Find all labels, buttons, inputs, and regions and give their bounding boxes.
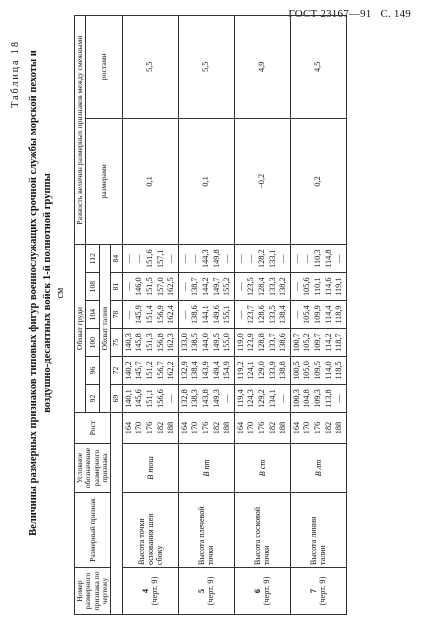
cell: 132,8 138,3 143,8 149,3 — bbox=[178, 385, 234, 413]
diff-h: 4,5 bbox=[290, 16, 346, 119]
header-spacer bbox=[111, 413, 122, 615]
cell: 119,2 124,1 129,0 133,9 138,8 bbox=[234, 357, 290, 385]
col-header-num: Номер размерного признака по чертежу bbox=[75, 568, 111, 615]
row-symbol: B ст bbox=[234, 444, 290, 493]
chest-value: 96 bbox=[86, 357, 100, 385]
page-number: С. 149 bbox=[380, 8, 411, 20]
cell: — — 110,3 114,8 — bbox=[290, 245, 346, 273]
row-name: Высота сосковой точки bbox=[234, 493, 290, 568]
cell: — 138,6 144,1 149,6 155,1 bbox=[178, 301, 234, 329]
col-header-diff: Разность величин размерных признаков между смежными bbox=[75, 16, 86, 245]
row-symbol: B лт bbox=[290, 444, 346, 493]
cell: 100,3 104,8 109,3 113,8 — bbox=[290, 385, 346, 413]
row-rost: 164 170 176 182 188 bbox=[122, 413, 178, 444]
table-row bbox=[122, 16, 178, 615]
cell: 140,1 145,6 151,1 156,6 — bbox=[122, 385, 178, 413]
chest-value: 92 bbox=[86, 385, 100, 413]
chest-value: 108 bbox=[86, 273, 100, 301]
cell: 119,4 124,3 129,2 134,1 — bbox=[234, 385, 290, 413]
table-row bbox=[178, 16, 234, 615]
cell: 133,0 138,5 144,0 149,5 155,0 bbox=[178, 329, 234, 357]
cell: 119,0 123,9 128,8 133,7 138,6 bbox=[234, 329, 290, 357]
cell: 140,3 145,8 151,3 156,8 162,3 bbox=[122, 329, 178, 357]
row-name: Высота линии талии bbox=[290, 493, 346, 568]
diff-r: −0,2 bbox=[234, 118, 290, 245]
diff-r: 0,2 bbox=[290, 118, 346, 245]
row-rost: 164 170 176 182 188 bbox=[178, 413, 234, 444]
cell: — 105,6 110,1 114,6 119,1 bbox=[290, 273, 346, 301]
diff-r: 0,1 bbox=[122, 118, 178, 245]
diff-r: 0,1 bbox=[178, 118, 234, 245]
col-header-diff-r: размерами bbox=[86, 118, 122, 245]
table-unit: см bbox=[55, 287, 66, 299]
cell: — 145,9 151,4 156,9 162,4 bbox=[122, 301, 178, 329]
cell: 100,5 105,0 109,5 114,0 118,5 bbox=[290, 357, 346, 385]
cell: — 105,4 109,9 114,4 118,9 bbox=[290, 301, 346, 329]
col-header-name: Размерный признак bbox=[75, 493, 111, 568]
cell: 140,2 145,7 151,2 156,7 162,2 bbox=[122, 357, 178, 385]
cell: 132,9 138,4 143,9 149,4 154,9 bbox=[178, 357, 234, 385]
gost-label: ГОСТ 23167—91 bbox=[288, 8, 372, 20]
row-num: 4 (черт. 9) bbox=[122, 568, 178, 615]
chest-value: 104 bbox=[86, 301, 100, 329]
cell: — — 144,3 149,8 — bbox=[178, 245, 234, 273]
row-rost: 164 170 176 182 188 bbox=[234, 413, 290, 444]
cell: — 146,0 151,5 157,0 162,5 bbox=[122, 273, 178, 301]
col-header-chest: Обхват груди bbox=[75, 245, 86, 413]
col-header-waist: Обхват талии bbox=[100, 245, 111, 413]
cell: — 123,5 128,4 133,3 138,2 bbox=[234, 273, 290, 301]
waist-value: 84 bbox=[111, 245, 122, 273]
table-label: Таблица 18 bbox=[10, 40, 21, 108]
waist-value: 69 bbox=[111, 385, 122, 413]
diff-h: 4,9 bbox=[234, 16, 290, 119]
cell: — 138,7 144,2 149,7 155,2 bbox=[178, 273, 234, 301]
col-header-symbol: Условное обозначение размерного признака bbox=[75, 444, 111, 493]
cell: 100,7 105,2 109,7 114,2 118,7 bbox=[290, 329, 346, 357]
row-num: 7 (черт. 9) bbox=[290, 568, 346, 615]
diff-h: 5,5 bbox=[178, 16, 234, 119]
diff-h: 5,5 bbox=[122, 16, 178, 119]
cell: — 123,7 128,6 133,5 138,4 bbox=[234, 301, 290, 329]
col-header-rost: Рост bbox=[75, 413, 111, 444]
row-name: Высота плечевой точки bbox=[178, 493, 234, 568]
row-rost: 164 170 176 182 188 bbox=[290, 413, 346, 444]
table-row bbox=[234, 16, 290, 615]
row-num: 6 (черт. 9) bbox=[234, 568, 290, 615]
table-title-line1: Величины размерных признаков типовых фигур военнослужащих срочной службы морской пехоты и bbox=[28, 50, 39, 536]
row-symbol: B пт bbox=[178, 444, 234, 493]
waist-value: 72 bbox=[111, 357, 122, 385]
table-title-line2: воздушно-десантных войск 1-й полнотной группы bbox=[42, 173, 53, 413]
chest-value: 112 bbox=[86, 245, 100, 273]
waist-value: 78 bbox=[111, 301, 122, 329]
waist-value: 81 bbox=[111, 273, 122, 301]
size-table bbox=[74, 15, 347, 615]
row-num: 5 (черт. 9) bbox=[178, 568, 234, 615]
row-name: Высота точки основания шеи сбоку bbox=[122, 493, 178, 568]
waist-value: 75 bbox=[111, 329, 122, 357]
table-row bbox=[290, 16, 346, 615]
cell: — — 151,6 157,1 — bbox=[122, 245, 178, 273]
cell: — — 128,2 133,1 — bbox=[234, 245, 290, 273]
row-symbol: B тош bbox=[122, 444, 178, 493]
chest-value: 100 bbox=[86, 329, 100, 357]
col-header-diff-h: ростами bbox=[86, 16, 122, 119]
